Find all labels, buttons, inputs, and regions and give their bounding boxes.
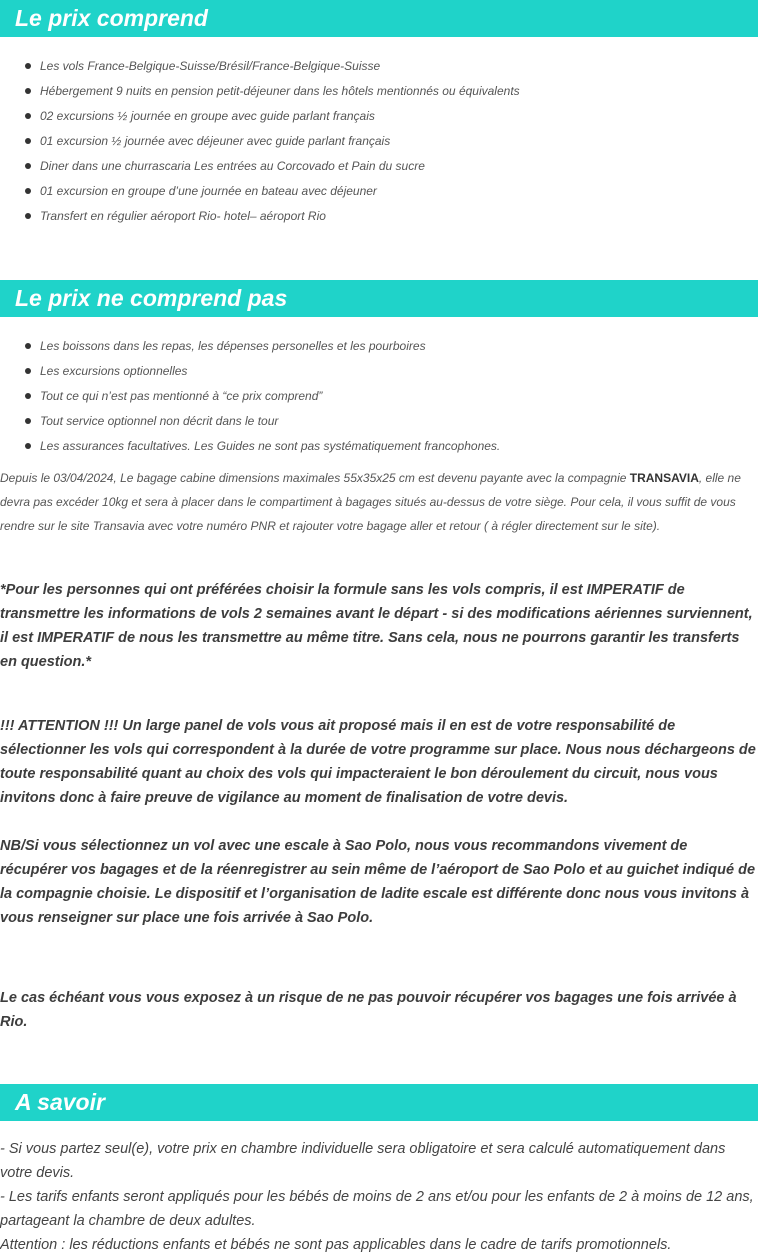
bullet-icon [25,113,31,119]
savoir-title: A savoir [15,1089,105,1115]
list-item [0,337,758,362]
list-item-text: Les excursions optionnelles [40,364,188,378]
baggage-note-before: Depuis le 03/04/2024, Le bagage cabine dimensions maximales 55x35x25 cm est devenu payante avec la compagnie [0,471,630,485]
list-item-text: 02 excursions ½ journée en groupe avec guide parlant français [40,109,375,123]
attention-notice: !!! ATTENTION !!! Un large panel de vols vous ait proposé mais il en est de votre responsabilité de sélectionner les vols qui correspondent à la durée de votre programme sur place. Nous nous déchargeons de toute responsabilité quant au choix des vols qui impacteraient le bon déroulement du circuit, nous vous invitons donc à faire preuve de vigilance au moment de finalisation de votre devis. [0,718,756,806]
bullet-icon [25,213,31,219]
bullet-icon [25,88,31,94]
bullet-icon [25,443,31,449]
list-item [0,437,758,462]
excluded-list [0,337,758,462]
bullet-icon [25,63,31,69]
savoir-header [0,1084,758,1121]
baggage-company: TRANSAVIA [629,471,699,485]
list-item [0,82,758,107]
bullet-icon [25,188,31,194]
list-item-text: 01 excursion en groupe d’une journée en bateau avec déjeuner [40,184,377,198]
list-item-text: Hébergement 9 nuits en pension petit-déjeuner dans les hôtels mentionnés ou équivalents [40,84,520,98]
list-item [0,157,758,182]
list-item [0,207,758,232]
savoir-line: - Les tarifs enfants seront appliqués pour les bébés de moins de 2 ans et/ou pour les enfants de 2 à moins de 12 ans, partageant la chambre de deux adultes. [0,1189,754,1229]
list-item-text: Les vols France-Belgique-Suisse/Brésil/France-Belgique-Suisse [40,59,381,73]
excluded-header [0,280,758,317]
savoir-content [0,1137,758,1257]
savoir-line: Attention : les réductions enfants et bébés ne sont pas applicables dans le cadre de tarifs promotionnels. [0,1237,672,1253]
list-item-text: Les assurances facultatives. Les Guides ne sont pas systématiquement francophones. [40,439,501,453]
list-item-text: Les boissons dans les repas, les dépenses personelles et les pourboires [40,339,426,353]
list-item [0,362,758,387]
bullet-icon [25,418,31,424]
list-item-text: Diner dans une churrascaria Les entrées au Corcovado et Pain du sucre [40,159,425,173]
list-item [0,132,758,157]
list-item [0,387,758,412]
bullet-icon [25,343,31,349]
list-item [0,107,758,132]
list-item-text: Tout ce qui n’est pas mentionné à “ce prix comprend” [40,389,323,403]
list-item [0,182,758,207]
imperatif-notice: *Pour les personnes qui ont préférées choisir la formule sans les vols compris, il est IMPERATIF de transmettre les informations de vols 2 semaines avant le départ - si des modifications aériennes surviennent, il est IMPERATIF de nous les transmettre au même titre. Sans cela, nous ne pourrons garantir les transferts en question.* [0,582,753,670]
risk-notice: Le cas échéant vous vous exposez à un risque de ne pas pouvoir récupérer vos bagages une fois arrivée à Rio. [0,990,737,1030]
baggage-note [0,466,758,538]
list-item [0,412,758,437]
bullet-icon [25,138,31,144]
bullet-icon [25,393,31,399]
excluded-title: Le prix ne comprend pas [15,285,288,311]
list-item-text: Tout service optionnel non décrit dans le tour [40,414,279,428]
included-title: Le prix comprend [15,5,208,31]
baggage-note-after: , elle ne devra pas excéder 10kg et sera à placer dans le compartiment à bagages situés au-dessus de votre siège. Pour cela, il vous suffit de vous rendre sur le site Transavia avec votre numéro PNR et rajouter votre bagage aller et retour ( à régler directement sur le site). [0,471,741,533]
included-list [0,57,758,232]
list-item-text: 01 excursion ½ journée avec déjeuner avec guide parlant français [40,134,391,148]
savoir-line: - Si vous partez seul(e), votre prix en chambre individuelle sera obligatoire et sera calculé automatiquement dans votre devis. [0,1141,726,1181]
list-item [0,57,758,82]
nb-notice: NB/Si vous sélectionnez un vol avec une escale à Sao Polo, nous vous recommandons vivement de récupérer vos bagages et de la réenregistrer au sein même de l’aéroport de Sao Polo et au guichet indiqué de la compagnie choisie. Le dispositif et l’organisation de ladite escale est différente donc nous vous invitons à vous renseigner sur place une fois arrivée à Sao Polo. [0,838,756,926]
included-header [0,0,758,37]
list-item-text: Transfert en régulier aéroport Rio- hotel– aéroport Rio [40,209,326,223]
bullet-icon [25,368,31,374]
bullet-icon [25,163,31,169]
